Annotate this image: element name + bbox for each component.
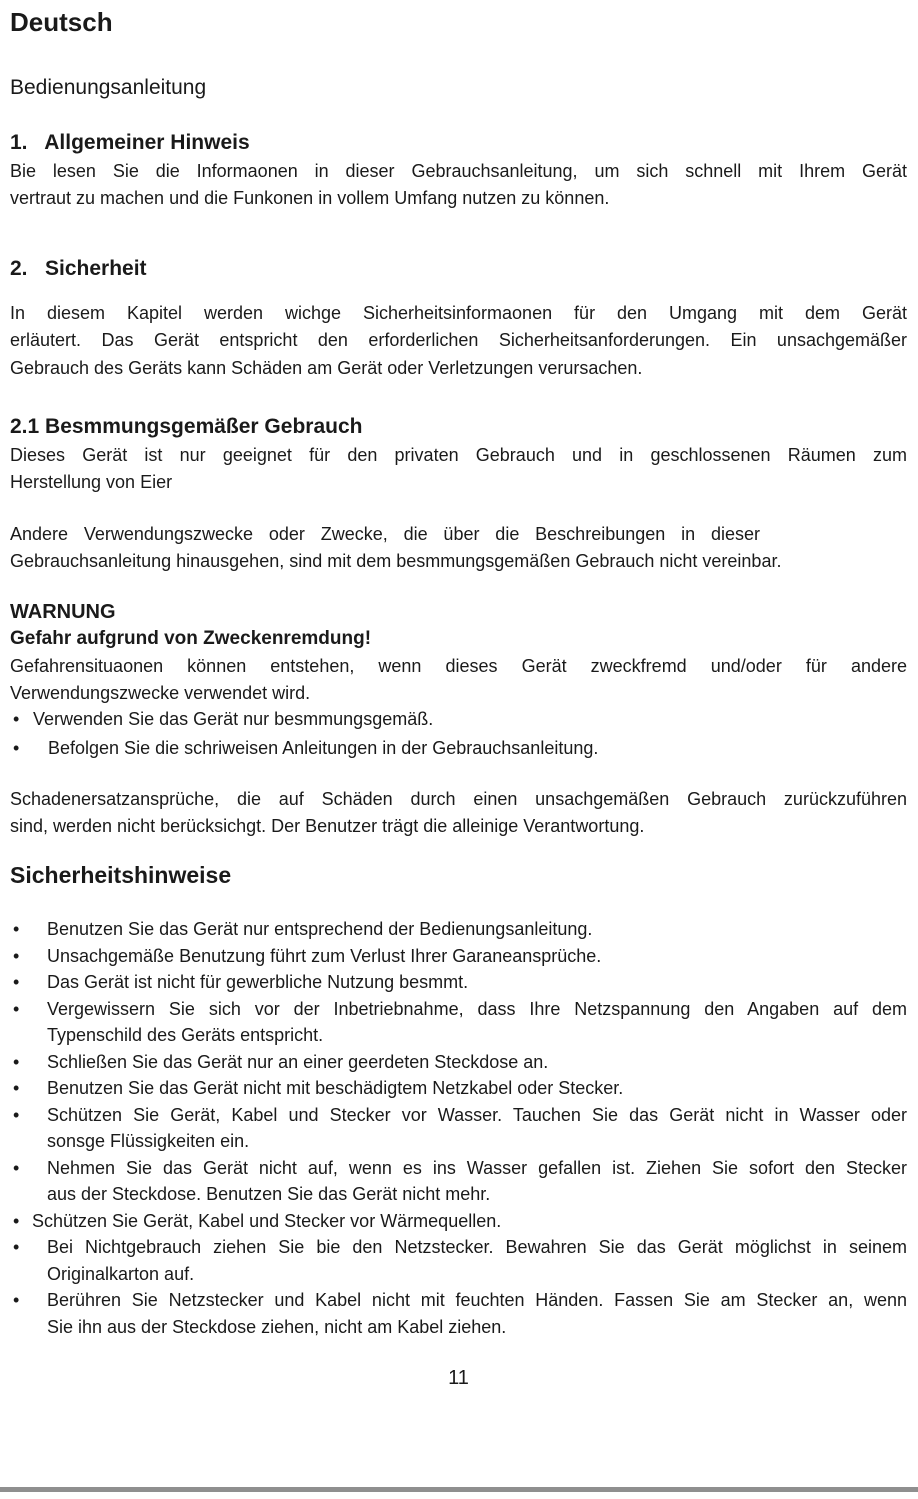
other-uses-paragraph <box>10 521 907 576</box>
bullet-item <box>10 705 907 734</box>
bullet-icon: • <box>13 1051 20 1072</box>
doc-language-title-text: Deutsch <box>10 7 113 37</box>
bullet-item <box>10 916 907 943</box>
page-number-text: 11 <box>448 1367 469 1389</box>
bullet-icon: • <box>13 919 20 939</box>
bullet-icon: • <box>13 1210 20 1231</box>
bullet-line: Berühren Sie Netzstecker und Kabel nicht mit feuchten Händen. Fassen Sie am Stecker an, wenn <box>47 1290 907 1310</box>
bullet-icon: • <box>13 1157 20 1178</box>
bullet-item <box>10 1287 907 1340</box>
bullet-item <box>10 1075 907 1102</box>
bullet-item <box>10 1102 907 1155</box>
bullet-icon: • <box>13 998 20 1019</box>
bullet-line: aus der Steckdose. Benutzen Sie das Gerät nicht mehr. <box>47 1184 491 1204</box>
bullet-line: Das Gerät ist nicht für gewerbliche Nutzung besmmt. <box>47 972 469 992</box>
paragraph-line: Gebrauchsanleitung hinausgehen, sind mit dem besmmungsgemäßen Gebrauch nicht vereinbar. <box>10 551 782 572</box>
warning-subtitle <box>10 626 907 651</box>
bullet-line: Schließen Sie das Gerät nur an einer geerdeten Steckdose an. <box>47 1051 549 1072</box>
bullet-icon: • <box>13 1078 20 1098</box>
bullet-line: Typenschild des Geräts entspricht. <box>47 1025 324 1045</box>
liability-paragraph <box>10 786 907 841</box>
bullet-line: Verwenden Sie das Gerät nur besmmungsgemäß. <box>33 709 434 729</box>
safety-bullet-list <box>10 916 907 1340</box>
paragraph-line: vertraut zu machen und die Funkonen in vollem Umfang nutzen zu können. <box>10 188 610 209</box>
section-2-heading-text: 2. Sicherheit <box>10 257 147 280</box>
section-1-heading-text: 1. Allgemeiner Hinweis <box>10 131 250 154</box>
doc-language-title <box>10 6 907 38</box>
bullet-item <box>10 1049 907 1076</box>
bullet-icon: • <box>13 709 20 729</box>
section-2-1-heading-text: 2.1 Besmmungsgemäßer Gebrauch <box>10 415 363 438</box>
warning-subtitle-text: Gefahr aufgrund von Zweckenremdung! <box>10 628 372 649</box>
section-2-1-heading <box>10 414 907 440</box>
bullet-line: Befolgen Sie die schriweisen Anleitungen in der Gebrauchsanleitung. <box>48 738 599 758</box>
footer-scan-bar <box>0 1487 918 1492</box>
paragraph-line: Bie lesen Sie die Informaonen in dieser Gebrauchsanleitung, um sich schnell mit Ihrem Gerät <box>10 161 907 181</box>
bullet-item <box>10 1155 907 1208</box>
paragraph-line: Gebrauch des Geräts kann Schäden am Gerät oder Verletzungen verursachen. <box>10 357 643 378</box>
bullet-icon: • <box>13 1290 20 1310</box>
warning-bullet-list <box>10 705 907 763</box>
bullet-icon: • <box>13 738 20 758</box>
bullet-line: Benutzen Sie das Gerät nur entsprechend der Bedienungsanleitung. <box>47 919 593 939</box>
section-2-paragraph <box>10 300 907 382</box>
paragraph-line: Gefahrensituaonen können entstehen, wenn dieses Gerät zweckfremd und/oder für andere <box>10 656 907 676</box>
bullet-line: Schützen Sie Gerät, Kabel und Stecker vor Wärmequellen. <box>32 1210 502 1231</box>
paragraph-line: In diesem Kapitel werden wichge Sicherheitsinformaonen für den Umgang mit dem Gerät <box>10 303 907 323</box>
paragraph-line: Verwendungszwecke verwendet wird. <box>10 683 311 704</box>
section-2-1-paragraph <box>10 442 907 497</box>
bullet-line: Bei Nichtgebrauch ziehen Sie bie den Netzstecker. Bewahren Sie das Gerät möglichst in seinem <box>47 1237 907 1257</box>
bullet-item <box>10 734 907 763</box>
warning-label <box>10 600 907 625</box>
page-number <box>10 1366 907 1391</box>
warning-label-text: WARNUNG <box>10 601 116 623</box>
doc-subtitle-text: Bedienungsanleitung <box>10 76 207 99</box>
bullet-item <box>10 996 907 1049</box>
section-1-heading <box>10 130 907 156</box>
bullet-line: Sie ihn aus der Steckdose ziehen, nicht am Kabel ziehen. <box>47 1316 507 1337</box>
paragraph-line: Dieses Gerät ist nur geeignet für den privaten Gebrauch und in geschlossenen Räumen zum <box>10 445 907 465</box>
bullet-line: sonsge Flüssigkeiten ein. <box>47 1131 250 1151</box>
bullet-line: Vergewissern Sie sich vor der Inbetriebnahme, dass Ihre Netzspannung den Angaben auf dem <box>47 998 907 1019</box>
bullet-icon: • <box>13 972 20 992</box>
bullet-icon: • <box>13 945 20 966</box>
section-1-paragraph <box>10 158 907 213</box>
bullet-line: Originalkarton auf. <box>47 1263 195 1284</box>
bullet-item <box>10 1234 907 1287</box>
bullet-line: Schützen Sie Gerät, Kabel und Stecker vor Wasser. Tauchen Sie das Gerät nicht in Wasser oder <box>47 1104 907 1125</box>
warning-paragraph <box>10 653 907 708</box>
bullet-line: Nehmen Sie das Gerät nicht auf, wenn es ins Wasser gefallen ist. Ziehen Sie sofort den Stecker <box>47 1157 907 1178</box>
bullet-item <box>10 969 907 996</box>
doc-subtitle <box>10 75 907 100</box>
paragraph-line: Herstellung von Eier <box>10 472 173 493</box>
bullet-icon: • <box>13 1104 20 1125</box>
paragraph-line: sind, werden nicht berücksichgt. Der Benutzer trägt die alleinige Verantwortung. <box>10 816 645 837</box>
paragraph-line: erläutert. Das Gerät entspricht den erforderlichen Sicherheitsanforderungen. Ein unsachgemäßer <box>10 330 907 351</box>
bullet-line: Unsachgemäße Benutzung führt zum Verlust Ihrer Garaneansprüche. <box>47 945 602 966</box>
bullet-line: Benutzen Sie das Gerät nicht mit beschädigtem Netzkabel oder Stecker. <box>47 1078 624 1098</box>
paragraph-line: Schadenersatzansprüche, die auf Schäden durch einen unsachgemäßen Gebrauch zurückzuführen <box>10 789 907 809</box>
safety-notes-heading <box>10 860 907 890</box>
safety-notes-heading-text: Sicherheitshinweise <box>10 862 232 888</box>
paragraph-line: Andere Verwendungszwecke oder Zwecke, die über die Beschreibungen in dieser <box>10 524 760 544</box>
bullet-icon: • <box>13 1237 20 1257</box>
bullet-item <box>10 1208 907 1235</box>
section-2-heading <box>10 256 907 282</box>
bullet-item <box>10 943 907 970</box>
